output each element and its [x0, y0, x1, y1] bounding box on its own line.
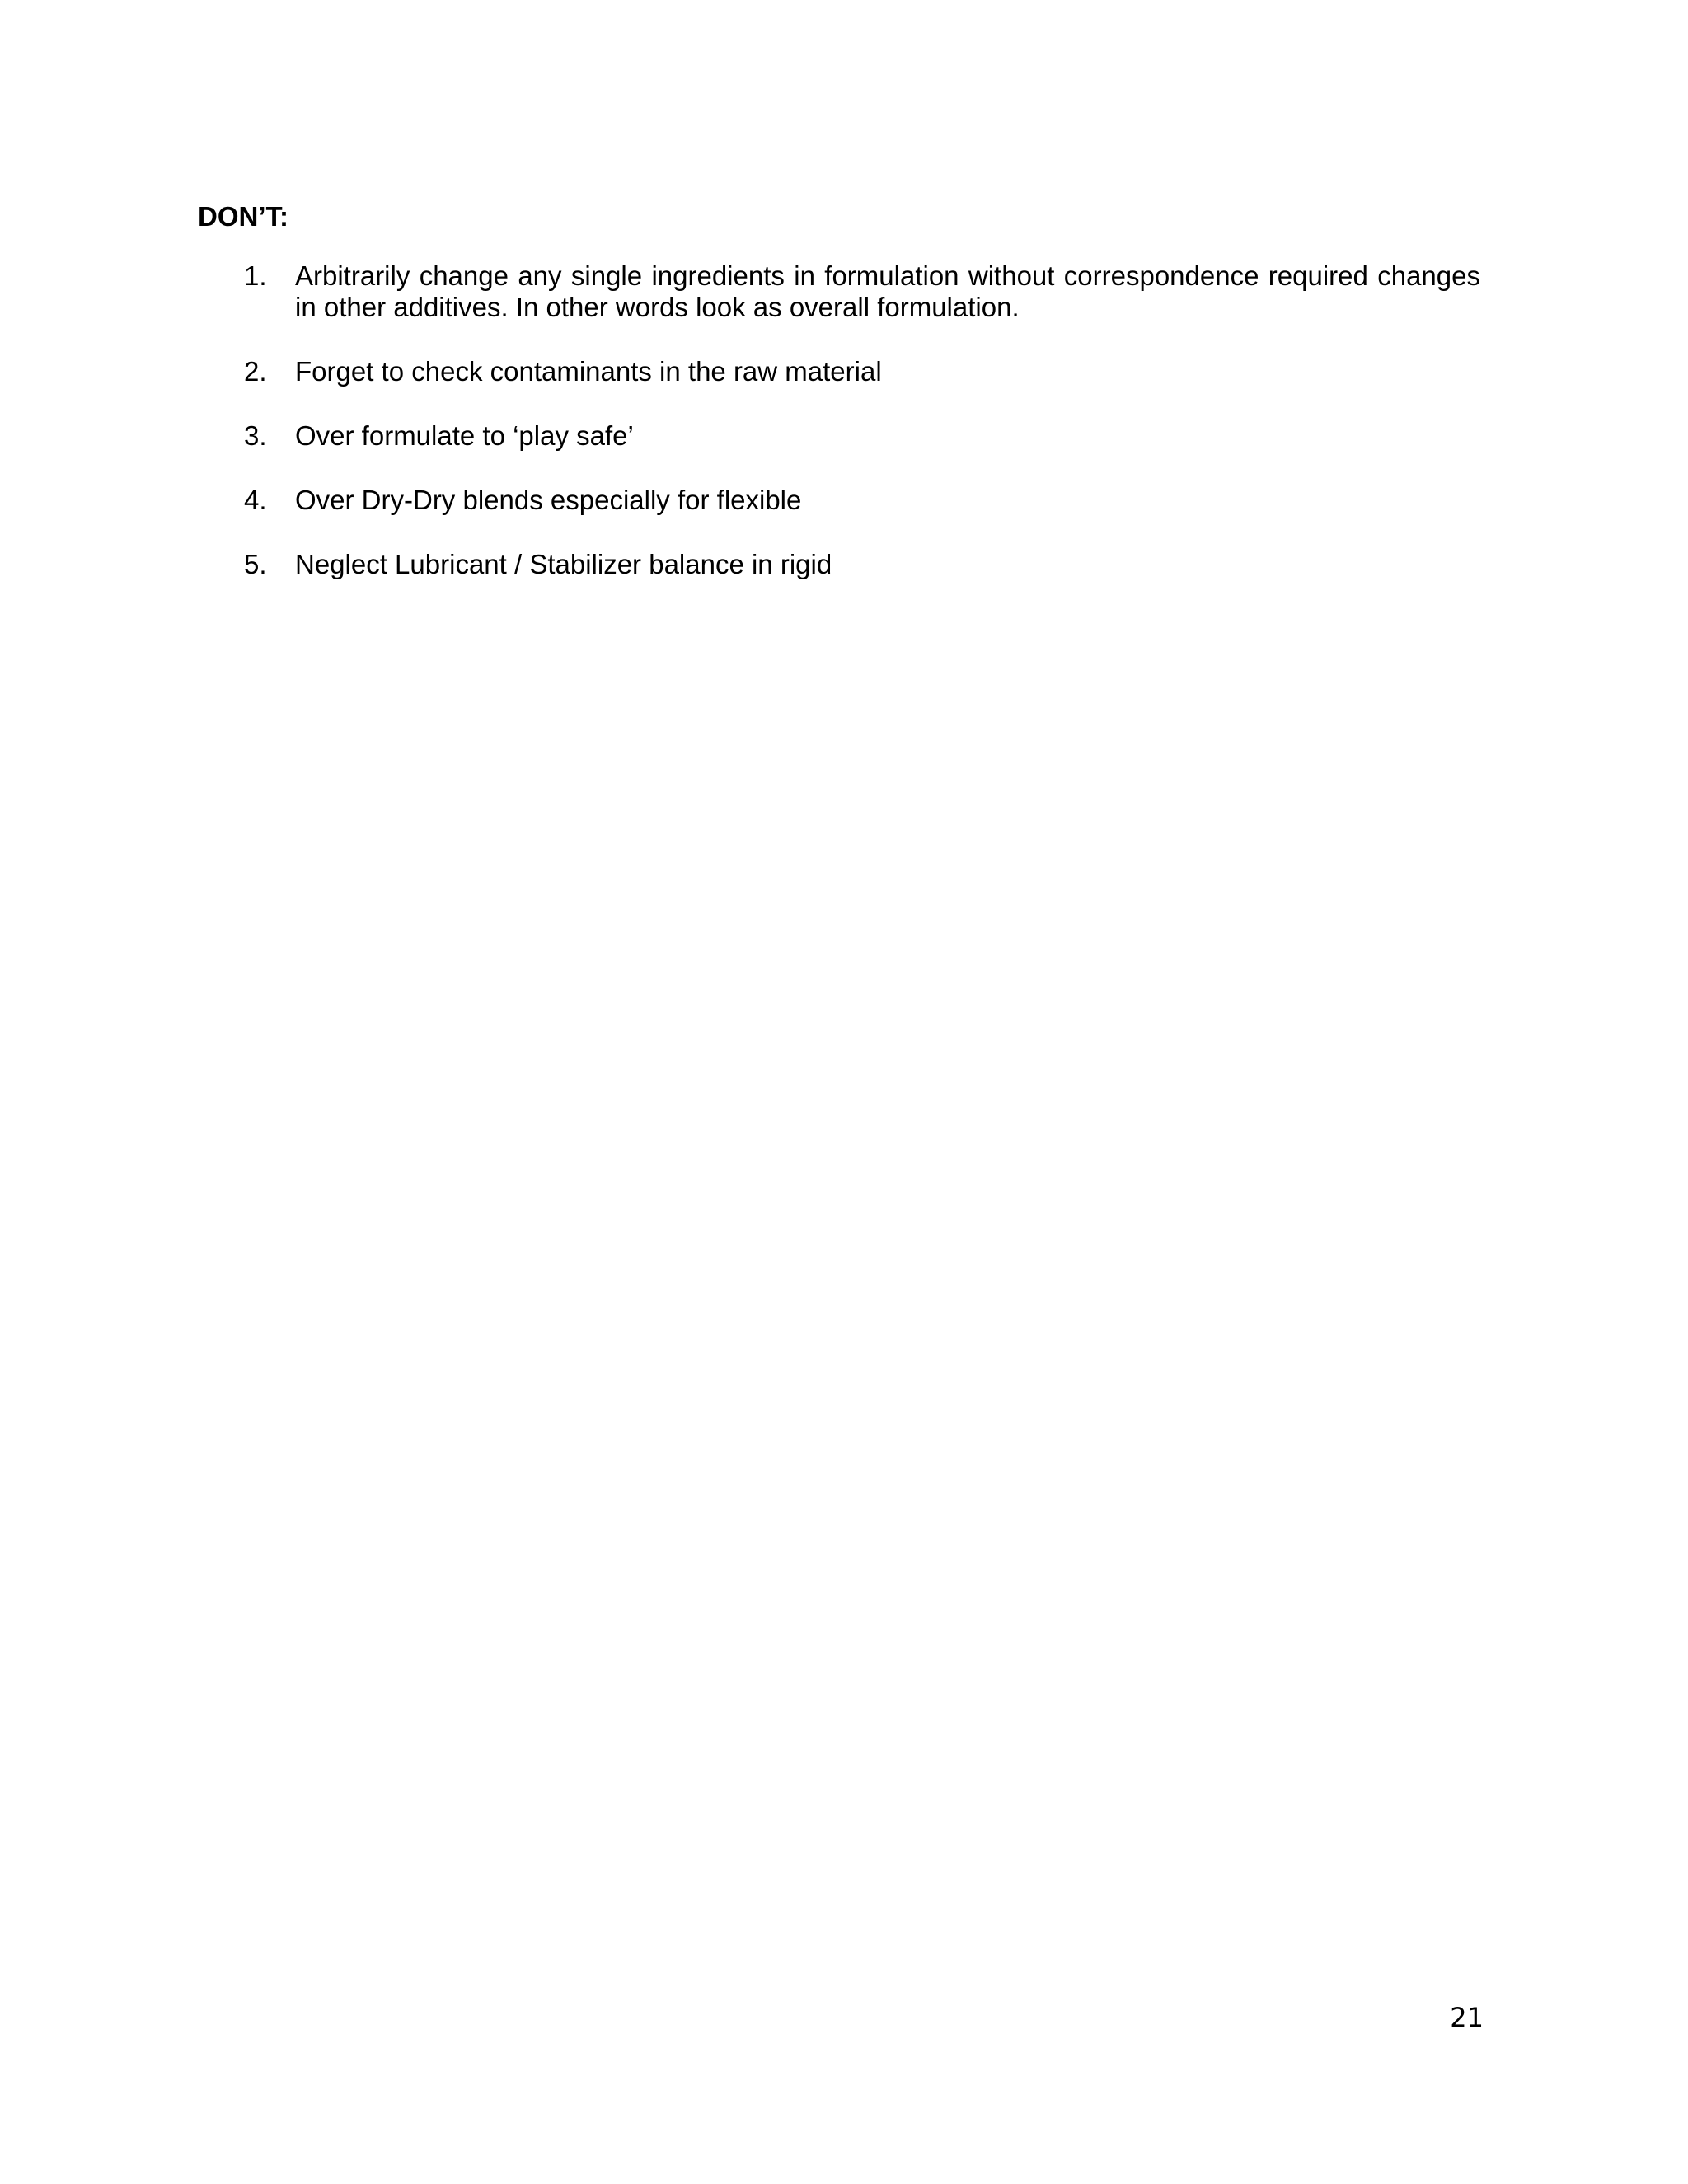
page-number: 21: [1450, 2002, 1484, 2033]
list-item-text: Forget to check contaminants in the raw material: [295, 356, 882, 387]
list-item-text: Over Dry-Dry blends especially for flexible: [295, 485, 802, 515]
list-item: [244, 260, 1480, 323]
list-item: [244, 485, 1480, 516]
section-heading: DON’T:: [198, 201, 288, 232]
list-item-number: 5.: [244, 549, 267, 579]
list-item: [244, 356, 1480, 387]
list-item-number: 4.: [244, 485, 267, 515]
list-item: [244, 549, 1480, 580]
list-item-text: Arbitrarily change any single ingredients in formulation without correspondence required changes in other additives. In other words look as overall formulation.: [295, 260, 1480, 322]
list-item-number: 3.: [244, 420, 267, 451]
list-item-number: 1.: [244, 260, 267, 291]
list-item: [244, 420, 1480, 452]
list-item-text: Neglect Lubricant / Stabilizer balance in rigid: [295, 549, 832, 579]
list-item-text: Over formulate to ‘play safe’: [295, 420, 634, 451]
list-item-number: 2.: [244, 356, 267, 387]
donts-list: [244, 260, 1480, 613]
